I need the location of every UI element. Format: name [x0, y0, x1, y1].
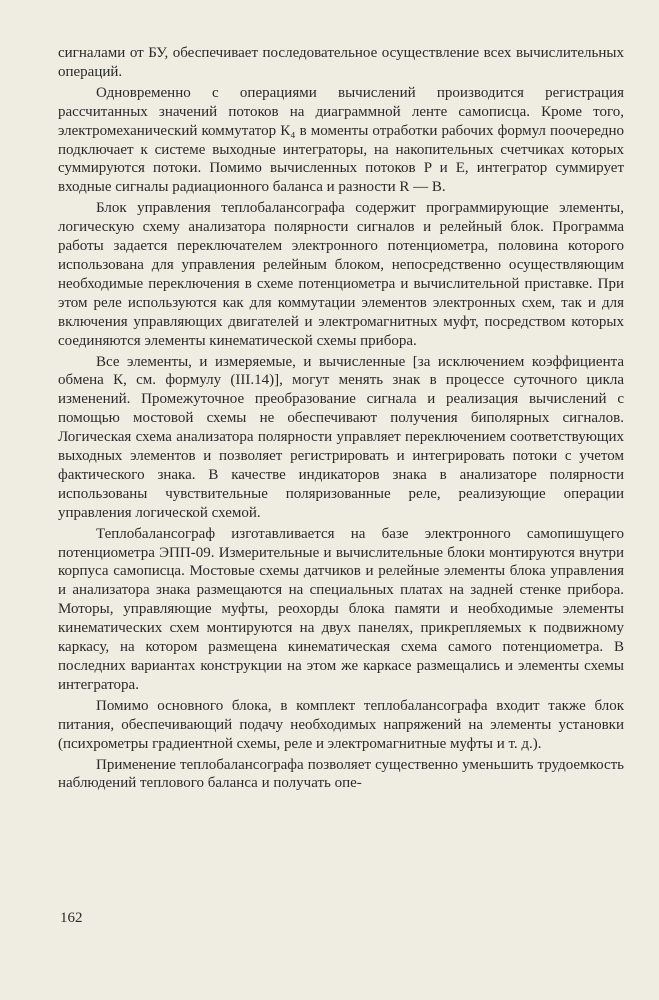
paragraph-continuation: сигналами от БУ, обеспечивает последовательное осуществление всех вычислительных операций.	[58, 45, 624, 80]
paragraph-registration: Одновременно с операциями вычислений производится регистрация рассчитанных значений потоков на диаграммной ленте самописца. Кроме того, электромеханический коммутатор К₄ в моменты отработки рабочих формул поочередно подключает к системе выходные интеграторы, на накопительных счетчиках которых суммируются потоки. Помимо вычисленных потоков P и E, интегратор суммирует входные сигналы радиационного баланса и разности R — B.	[58, 84, 624, 196]
paragraph-application: Применение теплобалансографа позволяет существенно уменьшить трудоемкость наблюдений теплового баланса и получать опе-	[58, 756, 624, 792]
document-page	[58, 44, 624, 793]
paragraph-polarity: Все элементы, и измеряемые, и вычисленные [за исключением коэффициента обмена К, см. формулу (III.14)], могут менять знак в процессе суточного цикла изменений. Промежуточное преобразование сигнала и реализация вычислений с помощью мостовой схемы не обеспечивают получения биполярных сигналов. Логическая схема анализатора полярности управляет переключением соответствующих выходных элементов и позволяет регистрировать и интегрировать потоки с учетом фактического знака. В качестве индикаторов знака в анализаторе полярности использованы чувствительные поляризованные реле, реализующие операции управления логической схемой.	[58, 353, 624, 521]
paragraph-construction: Теплобалансограф изготавливается на базе электронного самопишущего потенциометра ЭПП-09. Измерительные и вычислительные блоки монтируются внутри корпуса самописца. Мостовые схемы датчиков и релейные элементы блока управления и анализатора знака размещаются на специальных платах на задней стенке прибора. Моторы, управляющие муфты, реохорды блока памяти и необходимые элементы кинематических схем монтируются на двух панелях, прикрепляемых к подвижному каркасу, на котором размещена кинематическая схема самого потенциометра. В последних вариантах конструкции на этом же каркасе размещались и элементы схемы интегратора.	[58, 525, 624, 693]
page-number: 162	[60, 910, 83, 926]
paragraph-control-block: Блок управления теплобалансографа содержит программирующие элементы, логическую схему анализатора полярности сигналов и релейный блок. Программа работы задается переключателем электронного потенциометра, половина которого использована для управления релейным блоком, непосредственно осуществляющим необходимые переключения в схеме потенциометра и вычислительной приставке. При этом реле используются как для коммутации элементов электронных схем, так и для включения управляющих двигателей и электромагнитных муфт, посредством которых соединяются элементы кинематической схемы прибора.	[58, 200, 624, 349]
paragraph-power-supply: Помимо основного блока, в комплект теплобалансографа входит также блок питания, обеспечивающий подачу необходимых напряжений на элементы установки (психрометры градиентной схемы, реле и электромагнитные муфты и т. д.).	[58, 697, 624, 752]
